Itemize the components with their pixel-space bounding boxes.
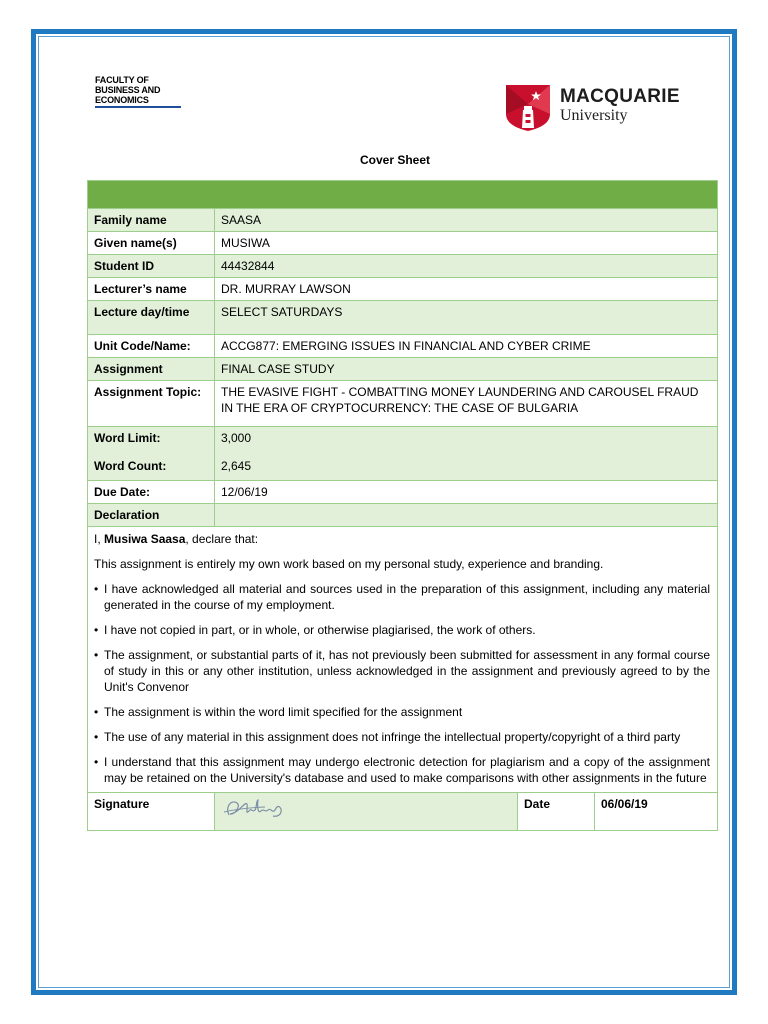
list-item: • The assignment is within the word limit specified for the assignment bbox=[94, 704, 710, 720]
field-value: DR. MURRAY LAWSON bbox=[215, 278, 718, 301]
table-row bbox=[88, 278, 718, 301]
lighthouse-shield-icon bbox=[505, 84, 551, 132]
field-label: Lecture day/time bbox=[88, 301, 215, 335]
table-row bbox=[88, 381, 718, 427]
table-header-bar bbox=[88, 181, 718, 209]
field-label: Unit Code/Name: bbox=[88, 335, 215, 358]
field-value: SAASA bbox=[215, 209, 718, 232]
date-value: 06/06/19 bbox=[595, 793, 718, 831]
list-item: • The assignment, or substantial parts of it, has not previously been submitted for assessment in any formal course of study in this or any other institution, unless acknowledged in the assignment and previously agreed to by the Unit's Convenor bbox=[94, 647, 710, 695]
table-row bbox=[88, 301, 718, 335]
word-limit-label: Word Limit: bbox=[94, 431, 161, 445]
table-row bbox=[88, 209, 718, 232]
field-label: Student ID bbox=[88, 255, 215, 278]
list-item: • I understand that this assignment may undergo electronic detection for plagiarism and a copy of the assignment may be retained on the University's database and used to make comparisons with other assignments in the future bbox=[94, 754, 710, 786]
field-value: 12/06/19 bbox=[215, 481, 718, 504]
declaration-row bbox=[88, 527, 718, 793]
list-item: • The use of any material in this assignment does not infringe the intellectual property/copyright of a third party bbox=[94, 729, 710, 745]
table-row bbox=[88, 504, 718, 527]
table-row bbox=[88, 358, 718, 381]
table-row bbox=[88, 335, 718, 358]
field-value bbox=[215, 427, 718, 481]
signature-icon bbox=[221, 795, 291, 821]
field-label: Given name(s) bbox=[88, 232, 215, 255]
field-value: ACCG877: EMERGING ISSUES IN FINANCIAL AND CYBER CRIME bbox=[215, 335, 718, 358]
field-value: 44432844 bbox=[215, 255, 718, 278]
university-name: MACQUARIE bbox=[560, 86, 680, 107]
faculty-line: FACULTY OF bbox=[95, 75, 149, 85]
list-item: • I have not copied in part, or in whole, or otherwise plagiarised, the work of others. bbox=[94, 622, 710, 638]
word-limit-value: 3,000 bbox=[221, 431, 252, 445]
declaration-list bbox=[94, 581, 710, 786]
signature-label: Signature bbox=[88, 793, 215, 831]
word-count-label: Word Count: bbox=[94, 459, 167, 473]
field-value: FINAL CASE STUDY bbox=[215, 358, 718, 381]
field-label: Lecturer’s name bbox=[88, 278, 215, 301]
list-item: • I have acknowledged all material and sources used in the preparation of this assignment, including any material generated in the course of my employment. bbox=[94, 581, 710, 613]
cover-sheet-table bbox=[87, 180, 718, 831]
declaration-heading-filler bbox=[215, 504, 718, 527]
faculty-line: ECONOMICS bbox=[95, 95, 149, 105]
signature-row bbox=[88, 793, 718, 831]
word-count-value: 2,645 bbox=[221, 459, 252, 473]
declaration-body bbox=[88, 527, 718, 793]
field-label: Family name bbox=[88, 209, 215, 232]
field-value: SELECT SATURDAYS bbox=[215, 301, 718, 335]
faculty-logo bbox=[95, 75, 185, 108]
field-value: THE EVASIVE FIGHT - COMBATTING MONEY LAUNDERING AND CAROUSEL FRAUD IN THE ERA OF CRYPTOCURRENCY: THE CASE OF BULGARIA bbox=[215, 381, 718, 427]
macquarie-logo bbox=[505, 84, 680, 132]
field-value: MUSIWA bbox=[215, 232, 718, 255]
university-subtitle: University bbox=[560, 107, 628, 124]
intro-suffix: , declare that: bbox=[185, 532, 259, 546]
signature-field[interactable] bbox=[215, 793, 518, 831]
table-row bbox=[88, 427, 718, 481]
declarant-name: Musiwa Saasa bbox=[104, 532, 186, 546]
page-title: Cover Sheet bbox=[359, 153, 431, 167]
declaration-intro bbox=[94, 531, 710, 547]
field-label bbox=[88, 427, 215, 481]
field-label: Due Date: bbox=[88, 481, 215, 504]
declaration-heading: Declaration bbox=[88, 504, 215, 527]
faculty-line: BUSINESS AND bbox=[95, 85, 161, 95]
faculty-underline bbox=[95, 106, 181, 108]
declaration-statement: This assignment is entirely my own work based on my personal study, experience and branding. bbox=[94, 557, 604, 571]
table-row bbox=[88, 232, 718, 255]
date-label: Date bbox=[518, 793, 595, 831]
field-label: Assignment bbox=[88, 358, 215, 381]
table-row bbox=[88, 481, 718, 504]
table-row bbox=[88, 255, 718, 278]
intro-prefix: I, bbox=[94, 532, 105, 546]
field-label: Assignment Topic: bbox=[88, 381, 215, 427]
